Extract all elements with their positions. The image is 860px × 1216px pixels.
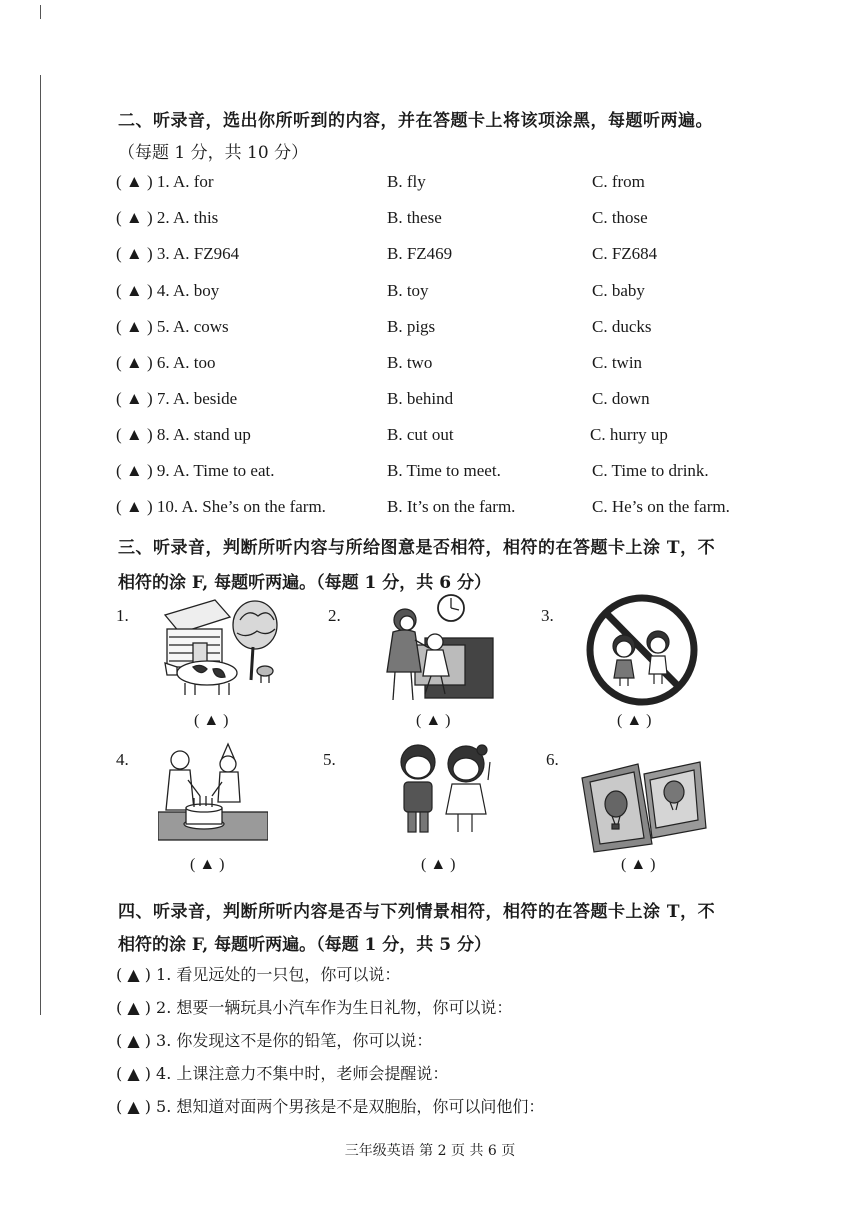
section3-title: 三、听录音，判断所听内容与所给图意是否相符，相符的在答题卡上涂 T，不 — [118, 538, 716, 558]
q7-b: B. behind — [387, 389, 454, 408]
q5-c: C. ducks — [592, 317, 652, 336]
q3-a: ( ▲ ) 3. A. FZ964 — [116, 244, 240, 263]
q10-a: ( ▲ ) 10. A. She’s on the farm. — [116, 497, 326, 516]
q7-c: C. down — [592, 389, 650, 408]
pic-num-6: 6. — [546, 750, 559, 769]
pic-num-2: 2. — [328, 606, 341, 625]
q4-b: B. toy — [387, 281, 429, 300]
birthday-cake-picture — [158, 742, 268, 842]
q8-c: C. hurry up — [590, 425, 668, 444]
margin-line — [40, 75, 41, 1015]
situation-4: ( ▲ ) 4. 上课注意力不集中时，老师会提醒说： — [116, 1064, 449, 1083]
q7-a: ( ▲ ) 7. A. beside — [116, 389, 238, 408]
clock-mother-child-picture — [375, 590, 495, 705]
q1-b: B. fly — [387, 172, 426, 191]
pic-answer-1: ( ▲ ) — [194, 712, 229, 729]
q3-c: C. FZ684 — [592, 244, 658, 263]
pic-answer-3: ( ▲ ) — [617, 712, 652, 729]
section2-title: 二、听录音，选出你所听到的内容，并在答题卡上将该项涂黑，每题听两遍。 — [118, 111, 713, 131]
margin-tick — [40, 5, 41, 19]
situation-2: ( ▲ ) 2. 想要一辆玩具小汽车作为生日礼物，你可以说： — [116, 998, 513, 1017]
pic-num-3: 3. — [541, 606, 554, 625]
q10-c: C. He’s on the farm. — [592, 497, 730, 516]
q10-b: B. It’s on the farm. — [387, 497, 516, 516]
two-kids-picture — [390, 740, 495, 840]
q9-a: ( ▲ ) 9. A. Time to eat. — [116, 461, 275, 480]
q8-b: B. cut out — [387, 425, 454, 444]
q6-b: B. two — [387, 353, 433, 372]
pic-answer-5: ( ▲ ) — [421, 856, 456, 873]
pic-num-4: 4. — [116, 750, 129, 769]
situation-3: ( ▲ ) 3. 你发现这不是你的铅笔，你可以说： — [116, 1031, 433, 1050]
q1-c: C. from — [592, 172, 645, 191]
q5-b: B. pigs — [387, 317, 436, 336]
no-sign-kids-picture — [580, 590, 705, 710]
situation-1: ( ▲ ) 1. 看见远处的一只包，你可以说： — [116, 965, 401, 984]
pic-num-5: 5. — [323, 750, 336, 769]
section3-title2: 相符的涂 F, 每题听两遍。（每题 1 分，共 6 分） — [118, 573, 491, 593]
q4-a: ( ▲ ) 4. A. boy — [116, 281, 220, 300]
situation-5: ( ▲ ) 5. 想知道对面两个男孩是不是双胞胎，你可以问他们： — [116, 1097, 545, 1116]
section4-title2: 相符的涂 F, 每题听两遍。（每题 1 分，共 5 分） — [118, 935, 491, 955]
q1-a: ( ▲ ) 1. A. for — [116, 172, 214, 191]
q6-a: ( ▲ ) 6. A. too — [116, 353, 216, 372]
section2-score: （每题 1 分，共 10 分） — [118, 143, 309, 163]
farm-picture — [155, 595, 280, 700]
pic-num-1: 1. — [116, 606, 129, 625]
photos-picture — [578, 758, 708, 853]
pic-answer-4: ( ▲ ) — [190, 856, 225, 873]
q9-b: B. Time to meet. — [387, 461, 501, 480]
q8-a: ( ▲ ) 8. A. stand up — [116, 425, 251, 444]
q3-b: B. FZ469 — [387, 244, 453, 263]
q6-c: C. twin — [592, 353, 643, 372]
q9-c: C. Time to drink. — [592, 461, 709, 480]
q2-a: ( ▲ ) 2. A. this — [116, 208, 219, 227]
q4-c: C. baby — [592, 281, 645, 300]
pic-answer-6: ( ▲ ) — [621, 856, 656, 873]
section4-title: 四、听录音，判断所听内容是否与下列情景相符，相符的在答题卡上涂 T，不 — [118, 902, 716, 922]
q5-a: ( ▲ ) 5. A. cows — [116, 317, 229, 336]
q2-b: B. these — [387, 208, 442, 227]
pic-answer-2: ( ▲ ) — [416, 712, 451, 729]
page-footer: 三年级英语 第 2 页 共 6 页 — [344, 1143, 516, 1159]
q2-c: C. those — [592, 208, 648, 227]
